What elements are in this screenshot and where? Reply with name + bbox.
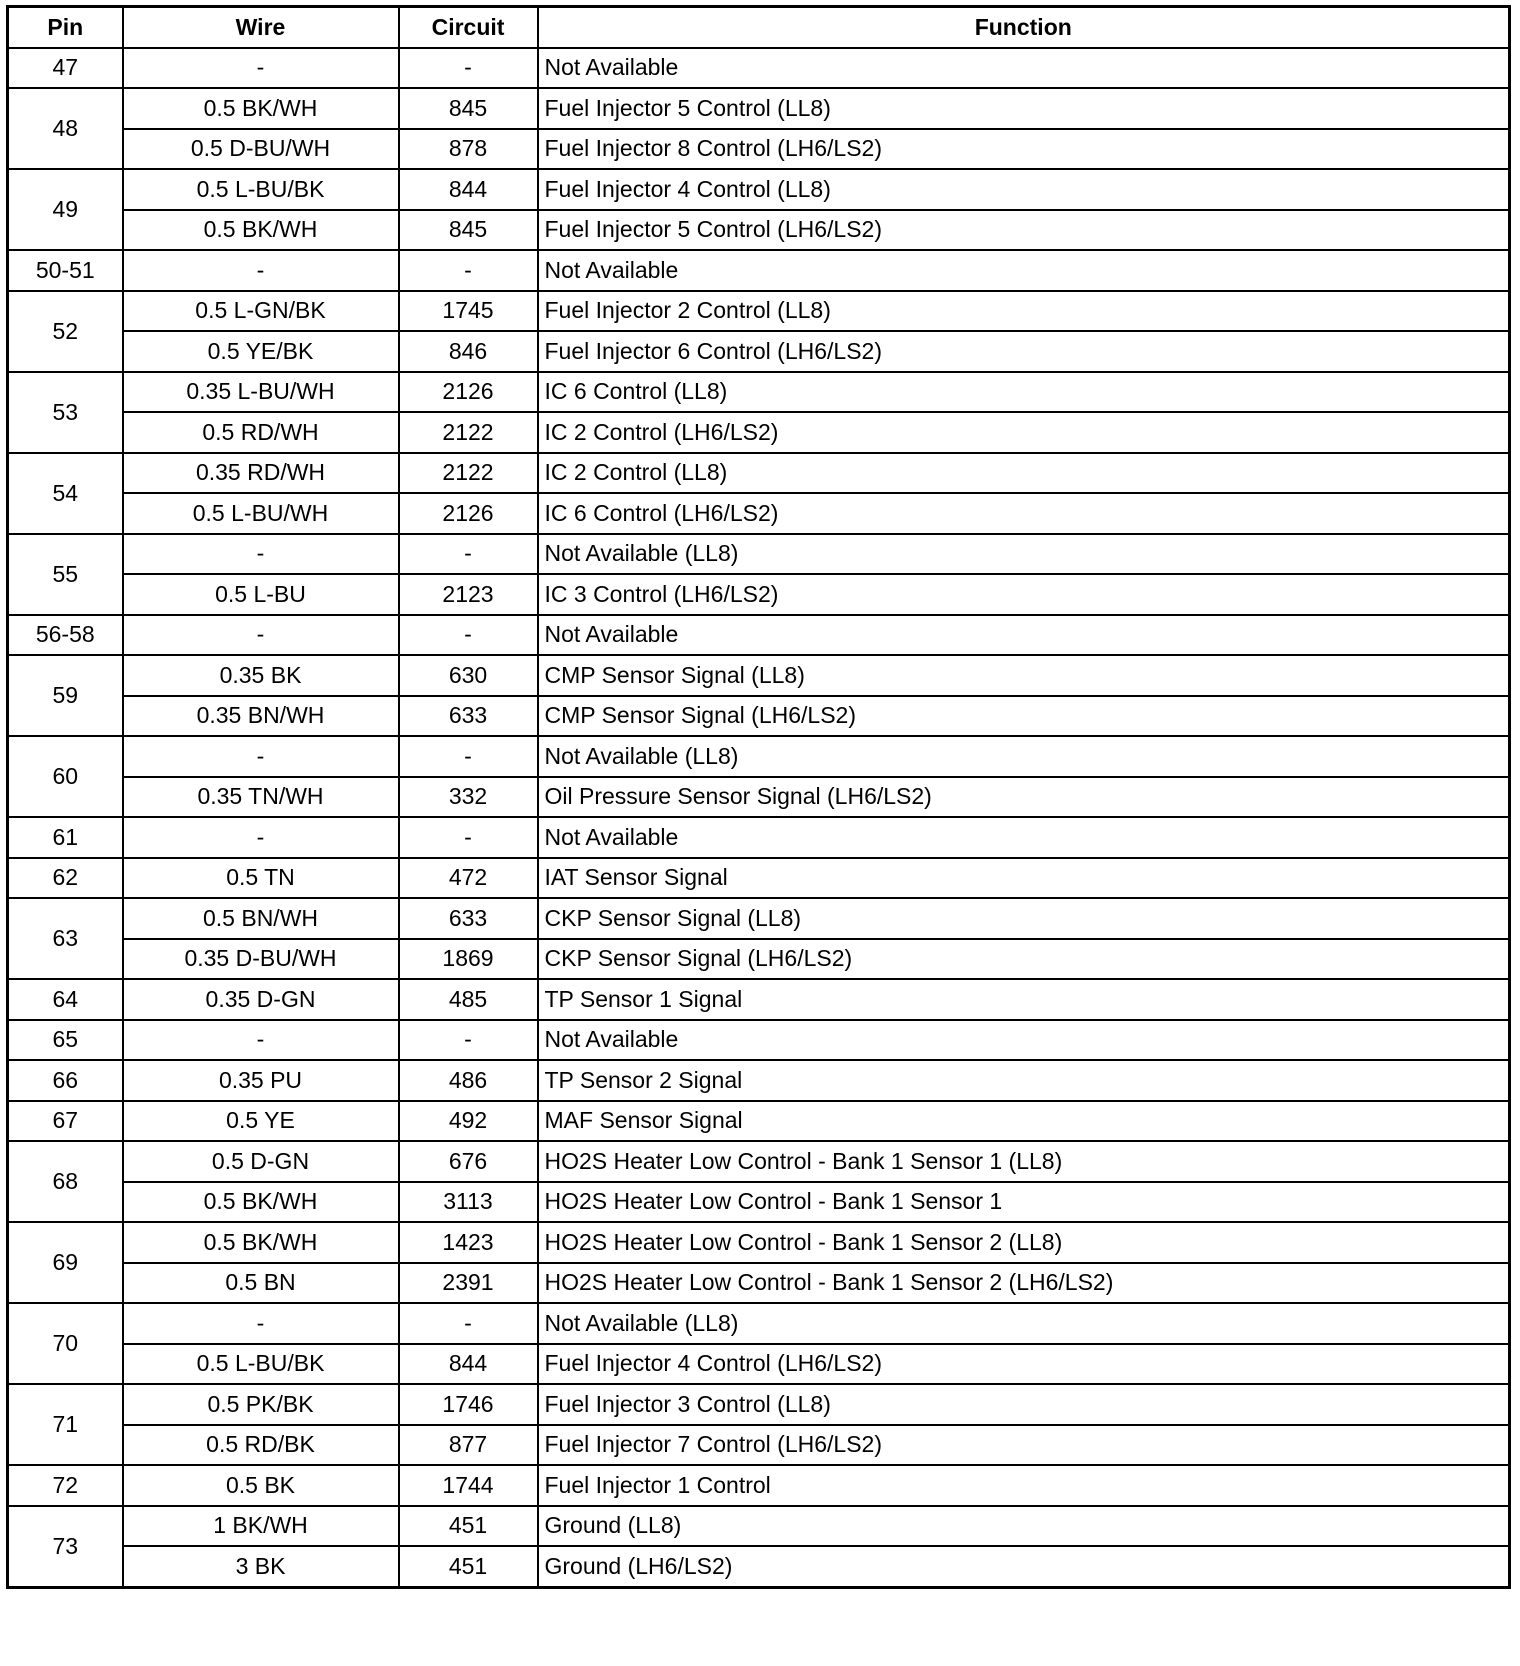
circuit-cell: 877 xyxy=(399,1425,538,1466)
pin-cell: 71 xyxy=(8,1384,123,1465)
function-cell: HO2S Heater Low Control - Bank 1 Sensor 1 (LL8) xyxy=(538,1141,1510,1182)
table-row xyxy=(8,1465,1510,1506)
table-row xyxy=(8,453,1510,494)
header-circuit: Circuit xyxy=(399,7,538,48)
pin-cell: 64 xyxy=(8,979,123,1020)
wire-cell: 0.35 TN/WH xyxy=(123,777,399,818)
pin-cell: 72 xyxy=(8,1465,123,1506)
function-cell: TP Sensor 2 Signal xyxy=(538,1060,1510,1101)
pin-cell: 69 xyxy=(8,1222,123,1303)
wire-cell: - xyxy=(123,736,399,777)
table-row xyxy=(8,1425,1510,1466)
table-row xyxy=(8,291,1510,332)
function-cell: Fuel Injector 6 Control (LH6/LS2) xyxy=(538,331,1510,372)
table-row xyxy=(8,898,1510,939)
function-cell: Not Available xyxy=(538,48,1510,89)
wire-cell: 1 BK/WH xyxy=(123,1506,399,1547)
circuit-cell: - xyxy=(399,250,538,291)
function-cell: Not Available xyxy=(538,817,1510,858)
table-row xyxy=(8,331,1510,372)
function-cell: IAT Sensor Signal xyxy=(538,858,1510,899)
function-cell: CKP Sensor Signal (LL8) xyxy=(538,898,1510,939)
function-cell: CMP Sensor Signal (LL8) xyxy=(538,655,1510,696)
pin-cell: 68 xyxy=(8,1141,123,1222)
wire-cell: 0.35 RD/WH xyxy=(123,453,399,494)
pin-cell: 63 xyxy=(8,898,123,979)
circuit-cell: 844 xyxy=(399,169,538,210)
wire-cell: 0.5 RD/BK xyxy=(123,1425,399,1466)
table-row xyxy=(8,817,1510,858)
pin-cell: 60 xyxy=(8,736,123,817)
wire-cell: - xyxy=(123,534,399,575)
circuit-cell: 633 xyxy=(399,898,538,939)
table-row xyxy=(8,412,1510,453)
wire-cell: 0.5 D-BU/WH xyxy=(123,129,399,170)
wire-cell: 0.5 L-BU xyxy=(123,574,399,615)
pin-cell: 48 xyxy=(8,88,123,169)
circuit-cell: - xyxy=(399,534,538,575)
header-pin: Pin xyxy=(8,7,123,48)
function-cell: HO2S Heater Low Control - Bank 1 Sensor 1 xyxy=(538,1182,1510,1223)
circuit-cell: 486 xyxy=(399,1060,538,1101)
circuit-cell: - xyxy=(399,615,538,656)
circuit-cell: 1745 xyxy=(399,291,538,332)
circuit-cell: - xyxy=(399,48,538,89)
pin-cell: 53 xyxy=(8,372,123,453)
table-row xyxy=(8,777,1510,818)
circuit-cell: 451 xyxy=(399,1546,538,1587)
wire-cell: 0.5 RD/WH xyxy=(123,412,399,453)
function-cell: Ground (LH6/LS2) xyxy=(538,1546,1510,1587)
pin-cell: 56-58 xyxy=(8,615,123,656)
circuit-cell: 878 xyxy=(399,129,538,170)
function-cell: HO2S Heater Low Control - Bank 1 Sensor 2 (LH6/LS2) xyxy=(538,1263,1510,1304)
function-cell: Ground (LL8) xyxy=(538,1506,1510,1547)
wire-cell: 0.35 L-BU/WH xyxy=(123,372,399,413)
wire-cell: - xyxy=(123,1020,399,1061)
function-cell: CMP Sensor Signal (LH6/LS2) xyxy=(538,696,1510,737)
function-cell: Fuel Injector 7 Control (LH6/LS2) xyxy=(538,1425,1510,1466)
pin-cell: 73 xyxy=(8,1506,123,1588)
function-cell: Fuel Injector 4 Control (LL8) xyxy=(538,169,1510,210)
pin-cell: 47 xyxy=(8,48,123,89)
wire-cell: - xyxy=(123,817,399,858)
wire-cell: 0.5 BK/WH xyxy=(123,1182,399,1223)
table-row xyxy=(8,534,1510,575)
function-cell: IC 3 Control (LH6/LS2) xyxy=(538,574,1510,615)
table-row xyxy=(8,1303,1510,1344)
table-row xyxy=(8,250,1510,291)
wire-cell: 0.5 YE/BK xyxy=(123,331,399,372)
table-row xyxy=(8,736,1510,777)
wire-cell: 0.5 YE xyxy=(123,1101,399,1142)
function-cell: Not Available xyxy=(538,250,1510,291)
table-row xyxy=(8,1020,1510,1061)
wire-cell: - xyxy=(123,615,399,656)
function-cell: Not Available (LL8) xyxy=(538,1303,1510,1344)
pin-cell: 55 xyxy=(8,534,123,615)
table-row xyxy=(8,1263,1510,1304)
circuit-cell: 2123 xyxy=(399,574,538,615)
function-cell: Not Available xyxy=(538,615,1510,656)
circuit-cell: 472 xyxy=(399,858,538,899)
function-cell: IC 6 Control (LL8) xyxy=(538,372,1510,413)
pin-cell: 54 xyxy=(8,453,123,534)
wire-cell: 0.35 BN/WH xyxy=(123,696,399,737)
function-cell: Fuel Injector 1 Control xyxy=(538,1465,1510,1506)
circuit-cell: 1746 xyxy=(399,1384,538,1425)
function-cell: Fuel Injector 3 Control (LL8) xyxy=(538,1384,1510,1425)
function-cell: Fuel Injector 8 Control (LH6/LS2) xyxy=(538,129,1510,170)
wire-cell: 0.35 D-BU/WH xyxy=(123,939,399,980)
circuit-cell: - xyxy=(399,736,538,777)
pin-cell: 59 xyxy=(8,655,123,736)
table-row xyxy=(8,210,1510,251)
table-row xyxy=(8,1101,1510,1142)
circuit-cell: 1744 xyxy=(399,1465,538,1506)
circuit-cell: 845 xyxy=(399,88,538,129)
circuit-cell: 633 xyxy=(399,696,538,737)
circuit-cell: 630 xyxy=(399,655,538,696)
table-row xyxy=(8,169,1510,210)
function-cell: Fuel Injector 5 Control (LL8) xyxy=(538,88,1510,129)
function-cell: HO2S Heater Low Control - Bank 1 Sensor 2 (LL8) xyxy=(538,1222,1510,1263)
pin-cell: 49 xyxy=(8,169,123,250)
wire-cell: 0.5 L-BU/BK xyxy=(123,169,399,210)
circuit-cell: 3113 xyxy=(399,1182,538,1223)
table-row xyxy=(8,655,1510,696)
function-cell: Fuel Injector 5 Control (LH6/LS2) xyxy=(538,210,1510,251)
circuit-cell: 1869 xyxy=(399,939,538,980)
table-row xyxy=(8,574,1510,615)
function-cell: MAF Sensor Signal xyxy=(538,1101,1510,1142)
table-header xyxy=(8,7,1510,48)
wire-cell: 0.35 BK xyxy=(123,655,399,696)
wire-cell: 0.5 D-GN xyxy=(123,1141,399,1182)
function-cell: CKP Sensor Signal (LH6/LS2) xyxy=(538,939,1510,980)
header-row xyxy=(8,7,1510,48)
circuit-cell: 2122 xyxy=(399,412,538,453)
function-cell: Fuel Injector 2 Control (LL8) xyxy=(538,291,1510,332)
circuit-cell: 1423 xyxy=(399,1222,538,1263)
circuit-cell: 846 xyxy=(399,331,538,372)
function-cell: Not Available (LL8) xyxy=(538,534,1510,575)
table-row xyxy=(8,1506,1510,1547)
table-row xyxy=(8,1182,1510,1223)
circuit-cell: 676 xyxy=(399,1141,538,1182)
table-row xyxy=(8,48,1510,89)
function-cell: Oil Pressure Sensor Signal (LH6/LS2) xyxy=(538,777,1510,818)
table-row xyxy=(8,88,1510,129)
circuit-cell: 451 xyxy=(399,1506,538,1547)
header-function: Function xyxy=(538,7,1510,48)
circuit-cell: 2126 xyxy=(399,372,538,413)
function-cell: IC 6 Control (LH6/LS2) xyxy=(538,493,1510,534)
pin-cell: 50-51 xyxy=(8,250,123,291)
circuit-cell: 492 xyxy=(399,1101,538,1142)
wire-cell: 0.5 BN xyxy=(123,1263,399,1304)
wire-cell: 0.5 PK/BK xyxy=(123,1384,399,1425)
pin-cell: 66 xyxy=(8,1060,123,1101)
pin-cell: 65 xyxy=(8,1020,123,1061)
circuit-cell: 845 xyxy=(399,210,538,251)
table-row xyxy=(8,979,1510,1020)
function-cell: IC 2 Control (LH6/LS2) xyxy=(538,412,1510,453)
table-row xyxy=(8,1384,1510,1425)
function-cell: Fuel Injector 4 Control (LH6/LS2) xyxy=(538,1344,1510,1385)
wire-cell: 0.5 L-GN/BK xyxy=(123,291,399,332)
table-row xyxy=(8,1546,1510,1587)
wire-cell: 0.5 BK/WH xyxy=(123,88,399,129)
table-row xyxy=(8,1060,1510,1101)
wire-cell: 0.5 BK/WH xyxy=(123,1222,399,1263)
wire-cell: 0.35 D-GN xyxy=(123,979,399,1020)
pin-cell: 67 xyxy=(8,1101,123,1142)
wire-cell: 0.5 BN/WH xyxy=(123,898,399,939)
function-cell: TP Sensor 1 Signal xyxy=(538,979,1510,1020)
wire-cell: 0.5 BK xyxy=(123,1465,399,1506)
wire-cell: 0.5 L-BU/BK xyxy=(123,1344,399,1385)
circuit-cell: - xyxy=(399,817,538,858)
function-cell: Not Available xyxy=(538,1020,1510,1061)
table-row xyxy=(8,615,1510,656)
table-row xyxy=(8,372,1510,413)
wire-cell: 3 BK xyxy=(123,1546,399,1587)
table-row xyxy=(8,493,1510,534)
function-cell: IC 2 Control (LL8) xyxy=(538,453,1510,494)
pin-cell: 52 xyxy=(8,291,123,372)
circuit-cell: 2391 xyxy=(399,1263,538,1304)
header-wire: Wire xyxy=(123,7,399,48)
table-row xyxy=(8,1141,1510,1182)
table-row xyxy=(8,1222,1510,1263)
function-cell: Not Available (LL8) xyxy=(538,736,1510,777)
wire-cell: 0.5 L-BU/WH xyxy=(123,493,399,534)
table-body xyxy=(8,48,1510,1588)
circuit-cell: 2126 xyxy=(399,493,538,534)
connector-pinout-table xyxy=(6,5,1511,1589)
wire-cell: 0.5 BK/WH xyxy=(123,210,399,251)
pin-cell: 61 xyxy=(8,817,123,858)
pin-cell: 70 xyxy=(8,1303,123,1384)
table-row xyxy=(8,696,1510,737)
pin-cell: 62 xyxy=(8,858,123,899)
table-row xyxy=(8,939,1510,980)
table-row xyxy=(8,129,1510,170)
circuit-cell: 485 xyxy=(399,979,538,1020)
circuit-cell: 332 xyxy=(399,777,538,818)
circuit-cell: - xyxy=(399,1020,538,1061)
wire-cell: - xyxy=(123,1303,399,1344)
circuit-cell: 844 xyxy=(399,1344,538,1385)
circuit-cell: 2122 xyxy=(399,453,538,494)
wire-cell: - xyxy=(123,250,399,291)
circuit-cell: - xyxy=(399,1303,538,1344)
wire-cell: 0.35 PU xyxy=(123,1060,399,1101)
wire-cell: - xyxy=(123,48,399,89)
wire-cell: 0.5 TN xyxy=(123,858,399,899)
table-row xyxy=(8,1344,1510,1385)
table-row xyxy=(8,858,1510,899)
